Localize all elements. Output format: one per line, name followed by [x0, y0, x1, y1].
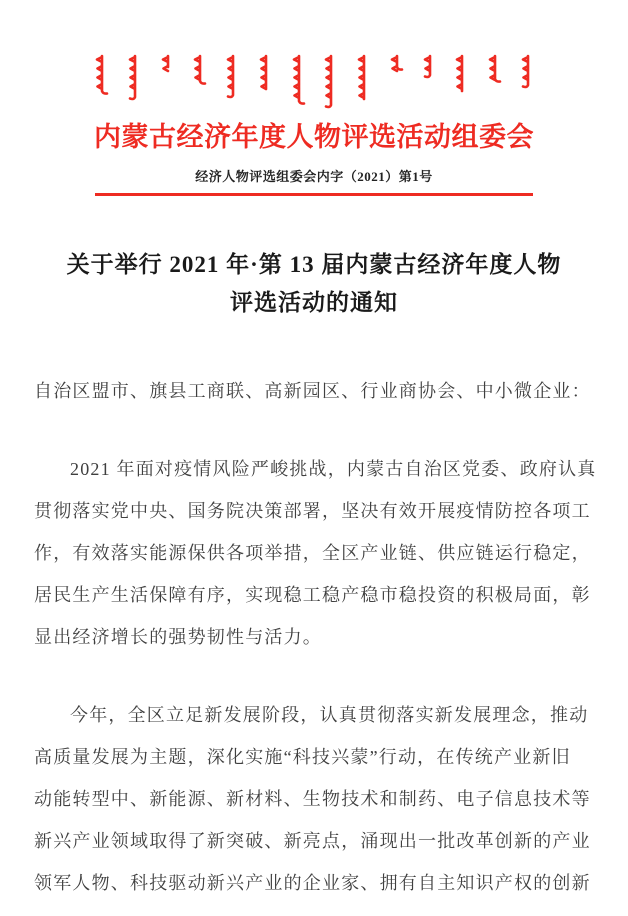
mongolian-word-glyph [421, 54, 437, 83]
mongolian-word-glyph [159, 54, 175, 75]
mongolian-word-glyph [322, 54, 338, 113]
body-line: 动能转型中、新能源、新材料、生物技术和制药、电子信息技术等 [34, 789, 591, 809]
body-line: 2021 年面对疫情风险严峻挑战，内蒙古自治区党委、政府认真 [70, 459, 597, 479]
addressee-line: 自治区盟市、旗县工商联、高新园区、行业商协会、中小微企业： [34, 381, 591, 401]
body-paragraphs [34, 448, 597, 904]
red-divider-line [95, 193, 533, 196]
body-line: 显出经济增长的强势韧性与活力。 [34, 627, 322, 647]
mongolian-word-glyph [519, 54, 535, 93]
mongolian-word-glyph [126, 54, 142, 105]
mongolian-word-glyph [257, 54, 273, 97]
org-title: 内蒙古经济年度人物评选活动组委会 [94, 122, 534, 152]
document-title [0, 246, 628, 322]
mongolian-word-glyph [453, 54, 469, 99]
mongolian-word-glyph [355, 54, 371, 107]
body-paragraph [34, 694, 594, 904]
document-body [0, 370, 628, 904]
mongolian-word-glyph [224, 54, 240, 103]
mongolian-word-glyph [388, 54, 404, 75]
mongolian-word-glyph [486, 54, 502, 87]
mongolian-word-glyph [191, 54, 207, 89]
body-line: 今年，全区立足新发展阶段，认真贯彻落实新发展理念，推动 [70, 705, 589, 725]
body-line: 贯彻落实党中央、国务院决策部署，坚决有效开展疫情防控各项工 [34, 501, 591, 521]
mongolian-word-glyph [93, 54, 109, 99]
body-line: 新兴产业领域取得了新突破、新亮点，涌现出一批改革创新的产业 [34, 831, 591, 851]
mongolian-word-glyph [290, 54, 306, 109]
body-line: 居民生产生活保障有序，实现稳工稳产稳市稳投资的积极局面，彰 [34, 585, 591, 605]
body-line: 作，有效落实能源保供各项举措，全区产业链、供应链运行稳定， [34, 543, 591, 563]
mongolian-script-header [93, 54, 535, 112]
doc-number: 经济人物评选组委会内字（2021）第1号 [195, 169, 433, 184]
body-paragraph [34, 448, 597, 658]
body-line: 高质量发展为主题，深化实施“科技兴蒙”行动，在传统产业新旧 [34, 747, 571, 767]
document-title-line1: 关于举行 2021 年·第 13 届内蒙古经济年度人物 [66, 252, 562, 277]
body-line: 领军人物、科技驱动新兴产业的企业家、拥有自主知识产权的创新 [34, 873, 591, 893]
document-title-line2: 评选活动的通知 [230, 290, 398, 315]
